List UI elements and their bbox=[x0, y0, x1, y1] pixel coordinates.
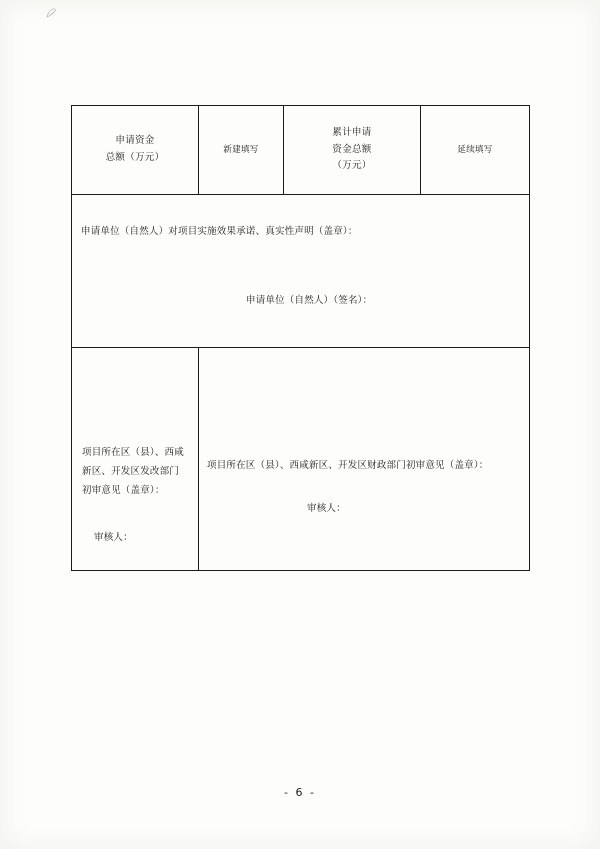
cell-new-build-fill bbox=[199, 106, 284, 195]
declaration-signature-label: 申请单位（自然人）（签名）： bbox=[246, 295, 373, 306]
cell-development-opinion bbox=[72, 348, 199, 571]
development-reviewer-label: 审核人： bbox=[94, 532, 133, 543]
cell-continue-fill bbox=[421, 106, 530, 195]
apply-amount-line1: 申请资金 bbox=[115, 135, 155, 147]
application-form-table bbox=[71, 105, 530, 571]
cumulative-line2: 资金总额 bbox=[332, 143, 372, 155]
page-number: - 6 - bbox=[284, 786, 316, 799]
continue-fill-label: 延续填写 bbox=[457, 144, 493, 155]
finance-reviewer-label: 审核人： bbox=[307, 503, 346, 514]
development-opinion-text: 项目所在区（县）、西咸新区、开发区发改部门初审意见（盖章）： bbox=[82, 447, 184, 496]
cell-declaration bbox=[72, 195, 530, 348]
cumulative-line3: （万元） bbox=[332, 160, 372, 172]
cell-finance-opinion bbox=[199, 348, 530, 571]
finance-opinion-text: 项目所在区（县）、西咸新区、开发区财政部门初审意见（盖章）： bbox=[207, 460, 489, 471]
table-row-amount-header bbox=[72, 106, 530, 195]
cell-apply-amount-label bbox=[72, 106, 199, 195]
cumulative-line1: 累计申请 bbox=[332, 127, 372, 139]
declaration-text: 申请单位（自然人）对项目实施效果承诺、真实性声明（盖章）： bbox=[81, 226, 358, 237]
stamp-mark-icon bbox=[44, 6, 60, 22]
cell-cumulative-amount-label bbox=[284, 106, 421, 195]
table-row-declaration bbox=[72, 195, 530, 348]
apply-amount-line2: 总额（万元） bbox=[105, 152, 165, 163]
new-build-fill-label: 新建填写 bbox=[223, 144, 259, 155]
table-row-opinions bbox=[72, 348, 530, 571]
